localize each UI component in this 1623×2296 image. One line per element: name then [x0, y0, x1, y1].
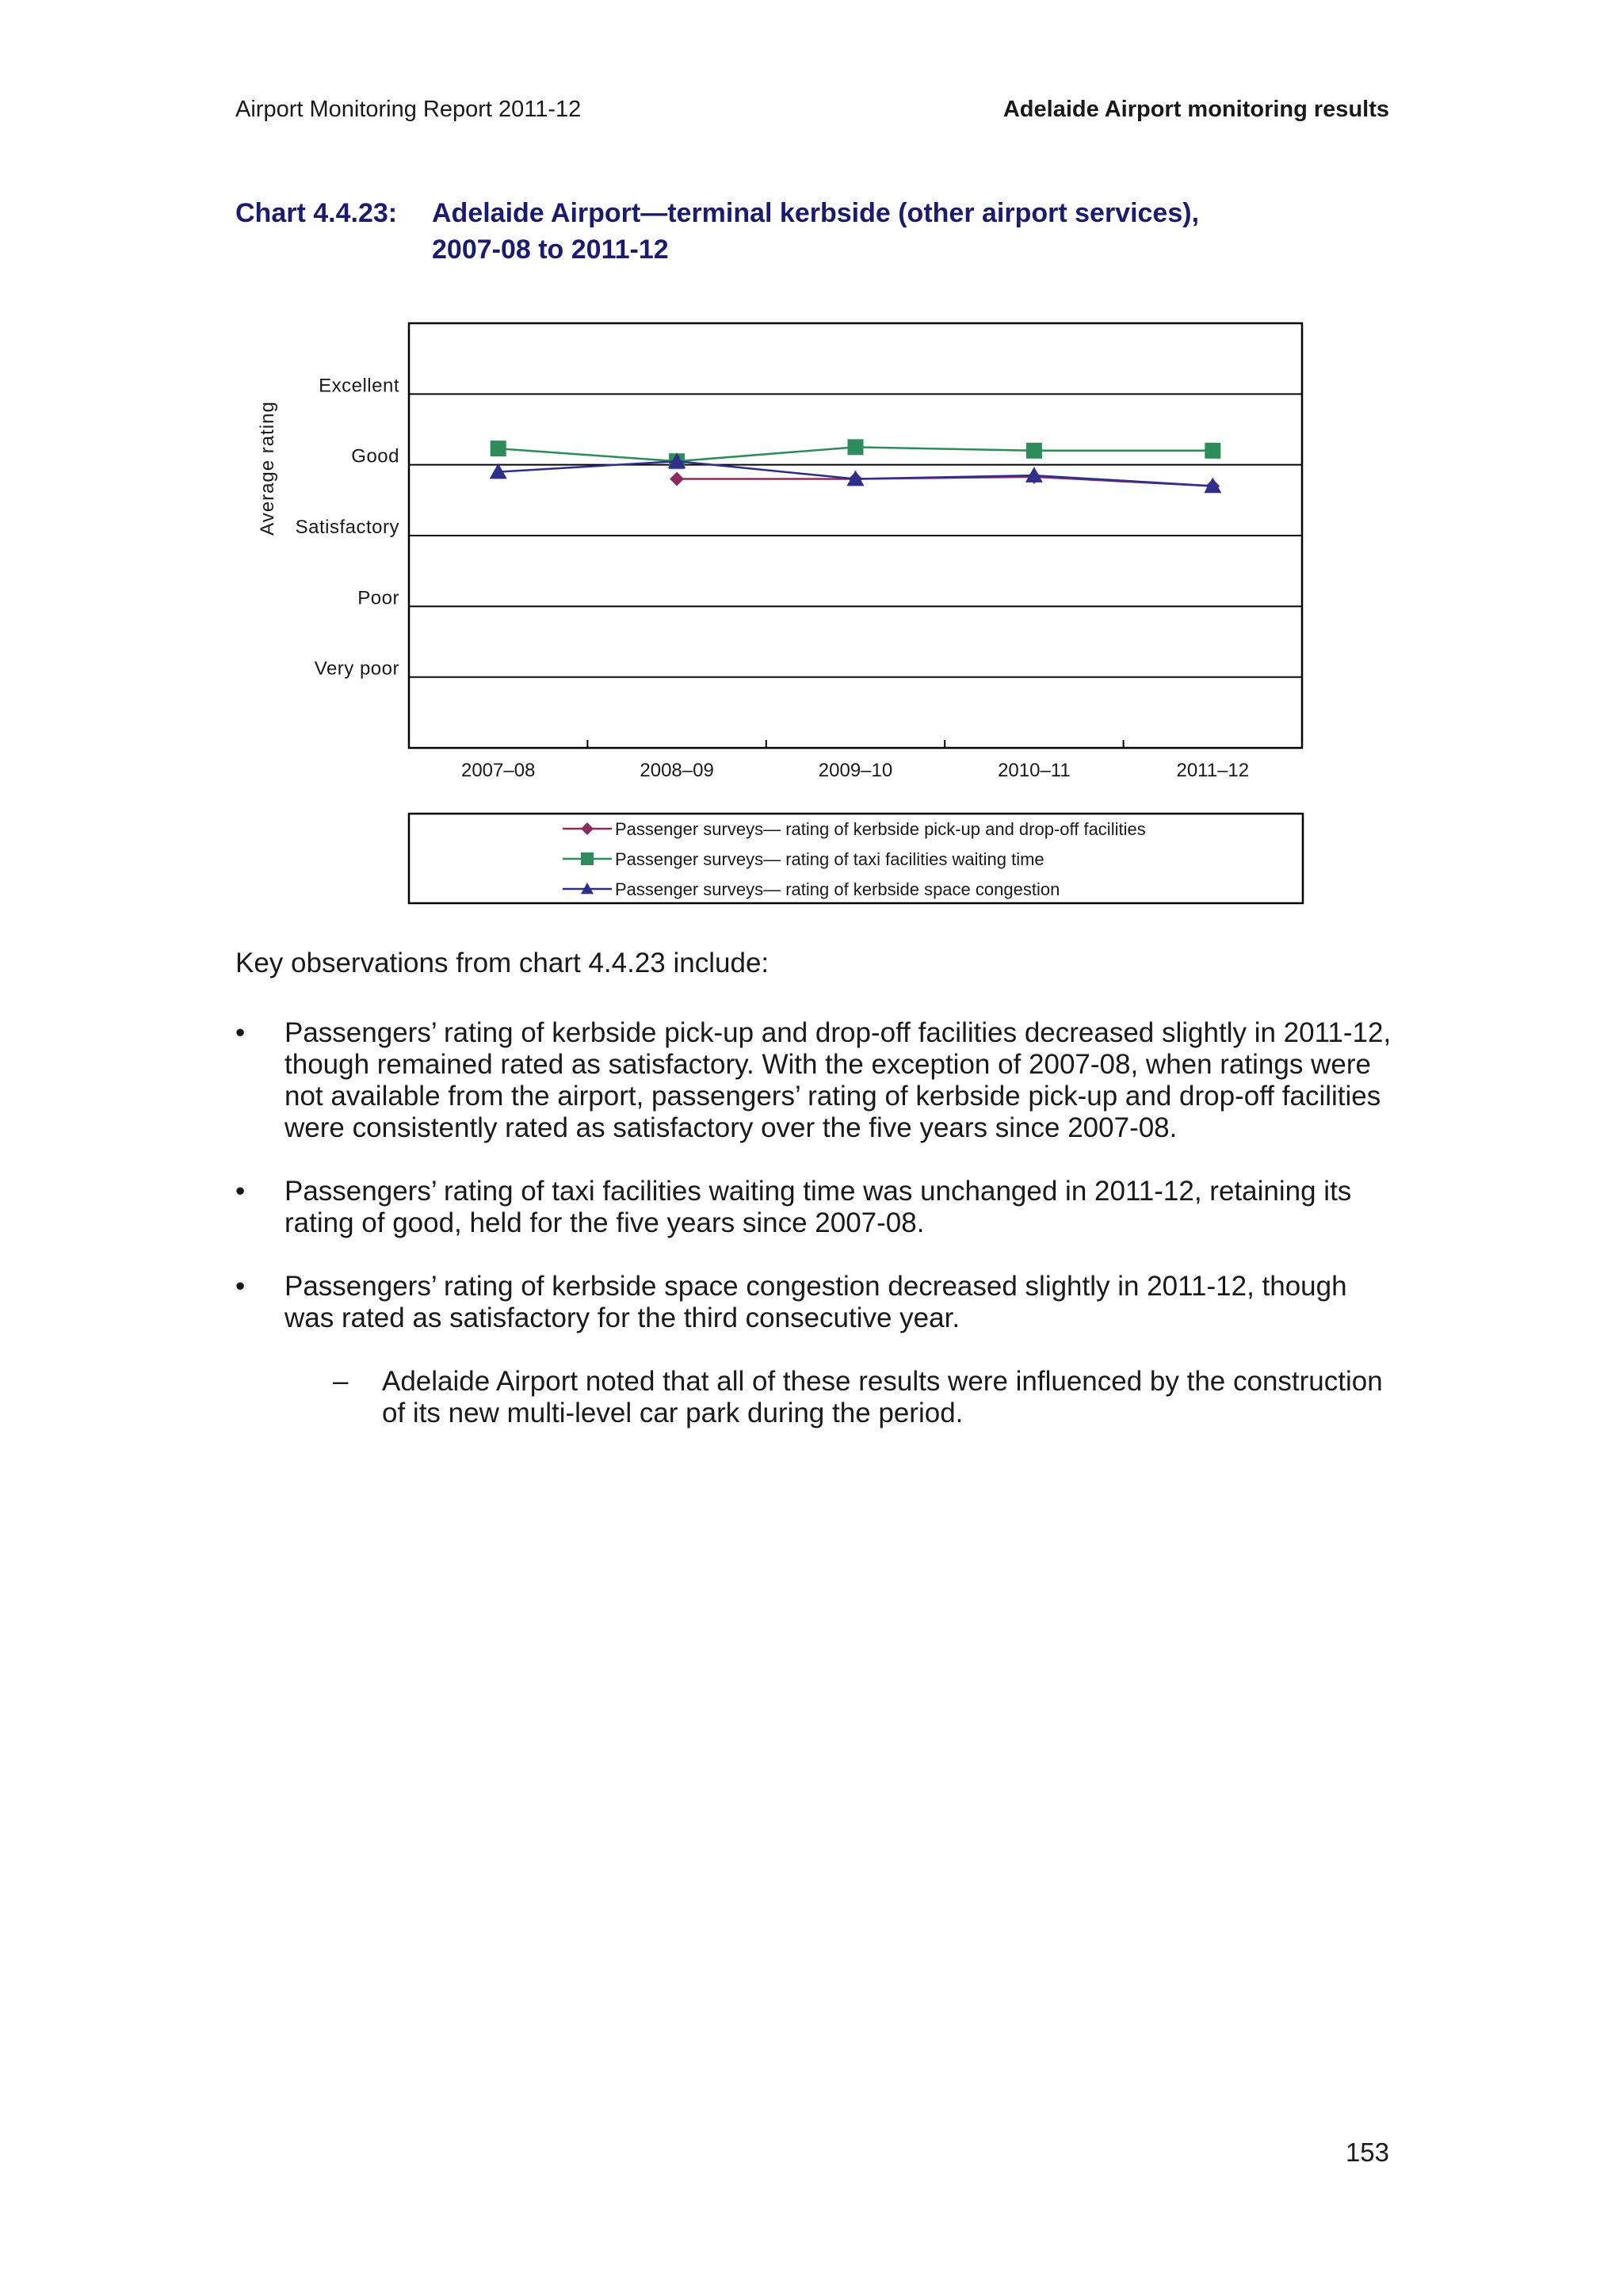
bullet-point: •	[235, 1271, 246, 1302]
legend-label: Passenger surveys— rating of kerbside pick-up and drop-off facilities	[615, 819, 1146, 839]
chart-title-line-1: Adelaide Airport—terminal kerbside (other airport services),	[432, 198, 1200, 228]
bullet-point: •	[235, 1176, 246, 1207]
data-point-square	[848, 439, 864, 455]
data-point-square	[491, 441, 506, 456]
y-axis-title: Average rating	[257, 401, 278, 536]
bullet-line: not available from the airport, passengers’ rating of kerbside pick-up and drop-off facilities	[285, 1081, 1381, 1112]
legend-marker-square	[581, 852, 594, 865]
y-tick-label: Excellent	[319, 375, 399, 397]
x-tick-label: 2008–09	[640, 760, 714, 781]
bullet-line: rating of good, held for the five years since 2007-08.	[285, 1207, 925, 1238]
running-header-section-title: Adelaide Airport monitoring results	[1002, 97, 1389, 122]
legend-label: Passenger surveys— rating of taxi facilities waiting time	[615, 849, 1044, 869]
y-tick-label: Very poor	[314, 658, 399, 680]
bullet-line: Passengers’ rating of taxi facilities waiting time was unchanged in 2011-12, retaining its	[285, 1176, 1352, 1207]
rating-line-chart	[0, 0, 1623, 919]
y-tick-label: Poor	[357, 587, 399, 609]
running-header-report-title: Airport Monitoring Report 2011-12	[235, 97, 582, 122]
x-tick-label: 2009–10	[818, 760, 893, 781]
chart-number: Chart 4.4.23:	[235, 198, 398, 228]
y-tick-label: Good	[351, 445, 399, 467]
x-tick-label: 2010–11	[998, 760, 1071, 781]
bullet-line: Passengers’ rating of kerbside pick-up and drop-off facilities decreased slightly in 2011-12,	[285, 1017, 1392, 1048]
x-tick-label: 2011–12	[1176, 760, 1250, 781]
x-tick-label: 2007–08	[460, 760, 536, 781]
chart-title-line-2: 2007-08 to 2011-12	[432, 235, 669, 265]
data-point-square	[1026, 443, 1042, 459]
data-point-square	[1205, 443, 1220, 459]
legend-label: Passenger surveys— rating of kerbside space congestion	[615, 879, 1060, 899]
sub-bullet-line: Adelaide Airport noted that all of these results were influenced by the construction	[382, 1366, 1383, 1397]
bullet-line: Passengers’ rating of kerbside space congestion decreased slightly in 2011-12, though	[285, 1271, 1347, 1302]
bullet-line: were consistently rated as satisfactory over the five years since 2007-08.	[285, 1112, 1178, 1143]
bullet-line: was rated as satisfactory for the third consecutive year.	[285, 1302, 960, 1333]
bullet-point: •	[235, 1017, 246, 1048]
bullet-line: though remained rated as satisfactory. With the exception of 2007-08, when ratings were	[285, 1049, 1371, 1080]
y-tick-label: Satisfactory	[295, 517, 399, 538]
key-observations-intro: Key observations from chart 4.4.23 include:	[235, 948, 769, 978]
page-number: 153	[1345, 2138, 1389, 2167]
dash-marker: –	[333, 1366, 349, 1397]
sub-bullet-line: of its new multi-level car park during the period.	[382, 1398, 964, 1428]
